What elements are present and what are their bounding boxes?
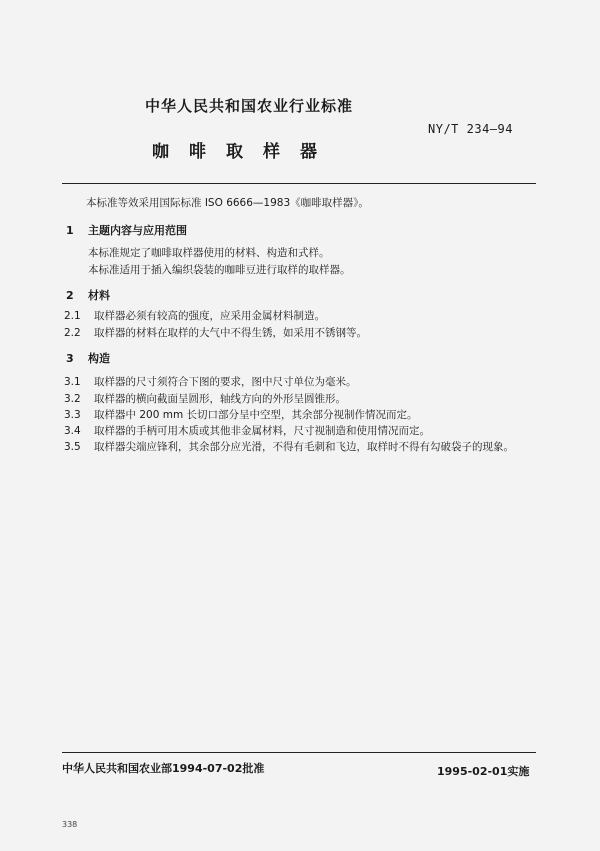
document-title: 咖啡取样器	[152, 142, 337, 162]
section-heading-3	[66, 350, 110, 366]
clause-3-1	[64, 374, 357, 389]
clause-3-2	[64, 391, 346, 406]
header-divider	[62, 183, 536, 184]
footer-divider	[62, 752, 536, 753]
section-1-paragraph-1: 本标准规定了咖啡取样器使用的材料、构造和式样。	[88, 247, 330, 259]
intro-paragraph: 本标准等效采用国际标准 ISO 6666—1983《咖啡取样器》。	[86, 197, 369, 209]
clause-2-2	[64, 325, 367, 340]
section-number: 3	[66, 352, 74, 365]
clause-3-3	[64, 407, 418, 422]
clause-text: 取样器的横向截面呈圆形，轴线方向的外形呈圆锥形。	[94, 393, 346, 405]
clause-text: 取样器中 200 mm 长切口部分呈中空型，其余部分视制作情况而定。	[94, 409, 418, 421]
clause-3-5	[64, 439, 514, 454]
clause-text: 取样器的手柄可用木质或其他非金属材料，尺寸视制造和使用情况而定。	[94, 425, 430, 437]
section-number: 2	[66, 289, 74, 302]
section-title: 主题内容与应用范围	[88, 224, 187, 237]
clause-2-1	[64, 308, 325, 323]
section-title: 材料	[88, 289, 110, 302]
clause-text: 取样器的尺寸须符合下图的要求，图中尺寸单位为毫米。	[94, 376, 357, 388]
clause-number: 3.3	[64, 409, 81, 421]
section-heading-1	[66, 222, 187, 238]
section-title: 构造	[88, 352, 110, 365]
clause-text: 取样器的材料在取样的大气中不得生锈，如采用不锈钢等。	[94, 327, 367, 339]
clause-number: 2.1	[64, 310, 81, 322]
clause-3-4	[64, 423, 430, 438]
implementation-date: 1995-02-01实施	[437, 765, 530, 778]
clause-number: 3.1	[64, 376, 81, 388]
approval-note: 中华人民共和国农业部1994-07-02批准	[62, 762, 265, 775]
standard-code: NY/T 234—94	[428, 122, 513, 136]
standard-body-title: 中华人民共和国农业行业标准	[145, 97, 354, 115]
clause-number: 2.2	[64, 327, 81, 339]
clause-number: 3.2	[64, 393, 81, 405]
clause-text: 取样器必须有较高的强度，应采用金属材料制造。	[94, 310, 325, 322]
section-1-paragraph-2: 本标准适用于插入编织袋装的咖啡豆进行取样的取样器。	[88, 264, 351, 276]
page-number: 338	[62, 820, 78, 829]
clause-text: 取样器尖端应锋利，其余部分应光滑，不得有毛刺和飞边，取样时不得有勾破袋子的现象。	[94, 441, 514, 453]
clause-number: 3.4	[64, 425, 81, 437]
section-number: 1	[66, 224, 74, 237]
clause-number: 3.5	[64, 441, 81, 453]
section-heading-2	[66, 287, 110, 303]
